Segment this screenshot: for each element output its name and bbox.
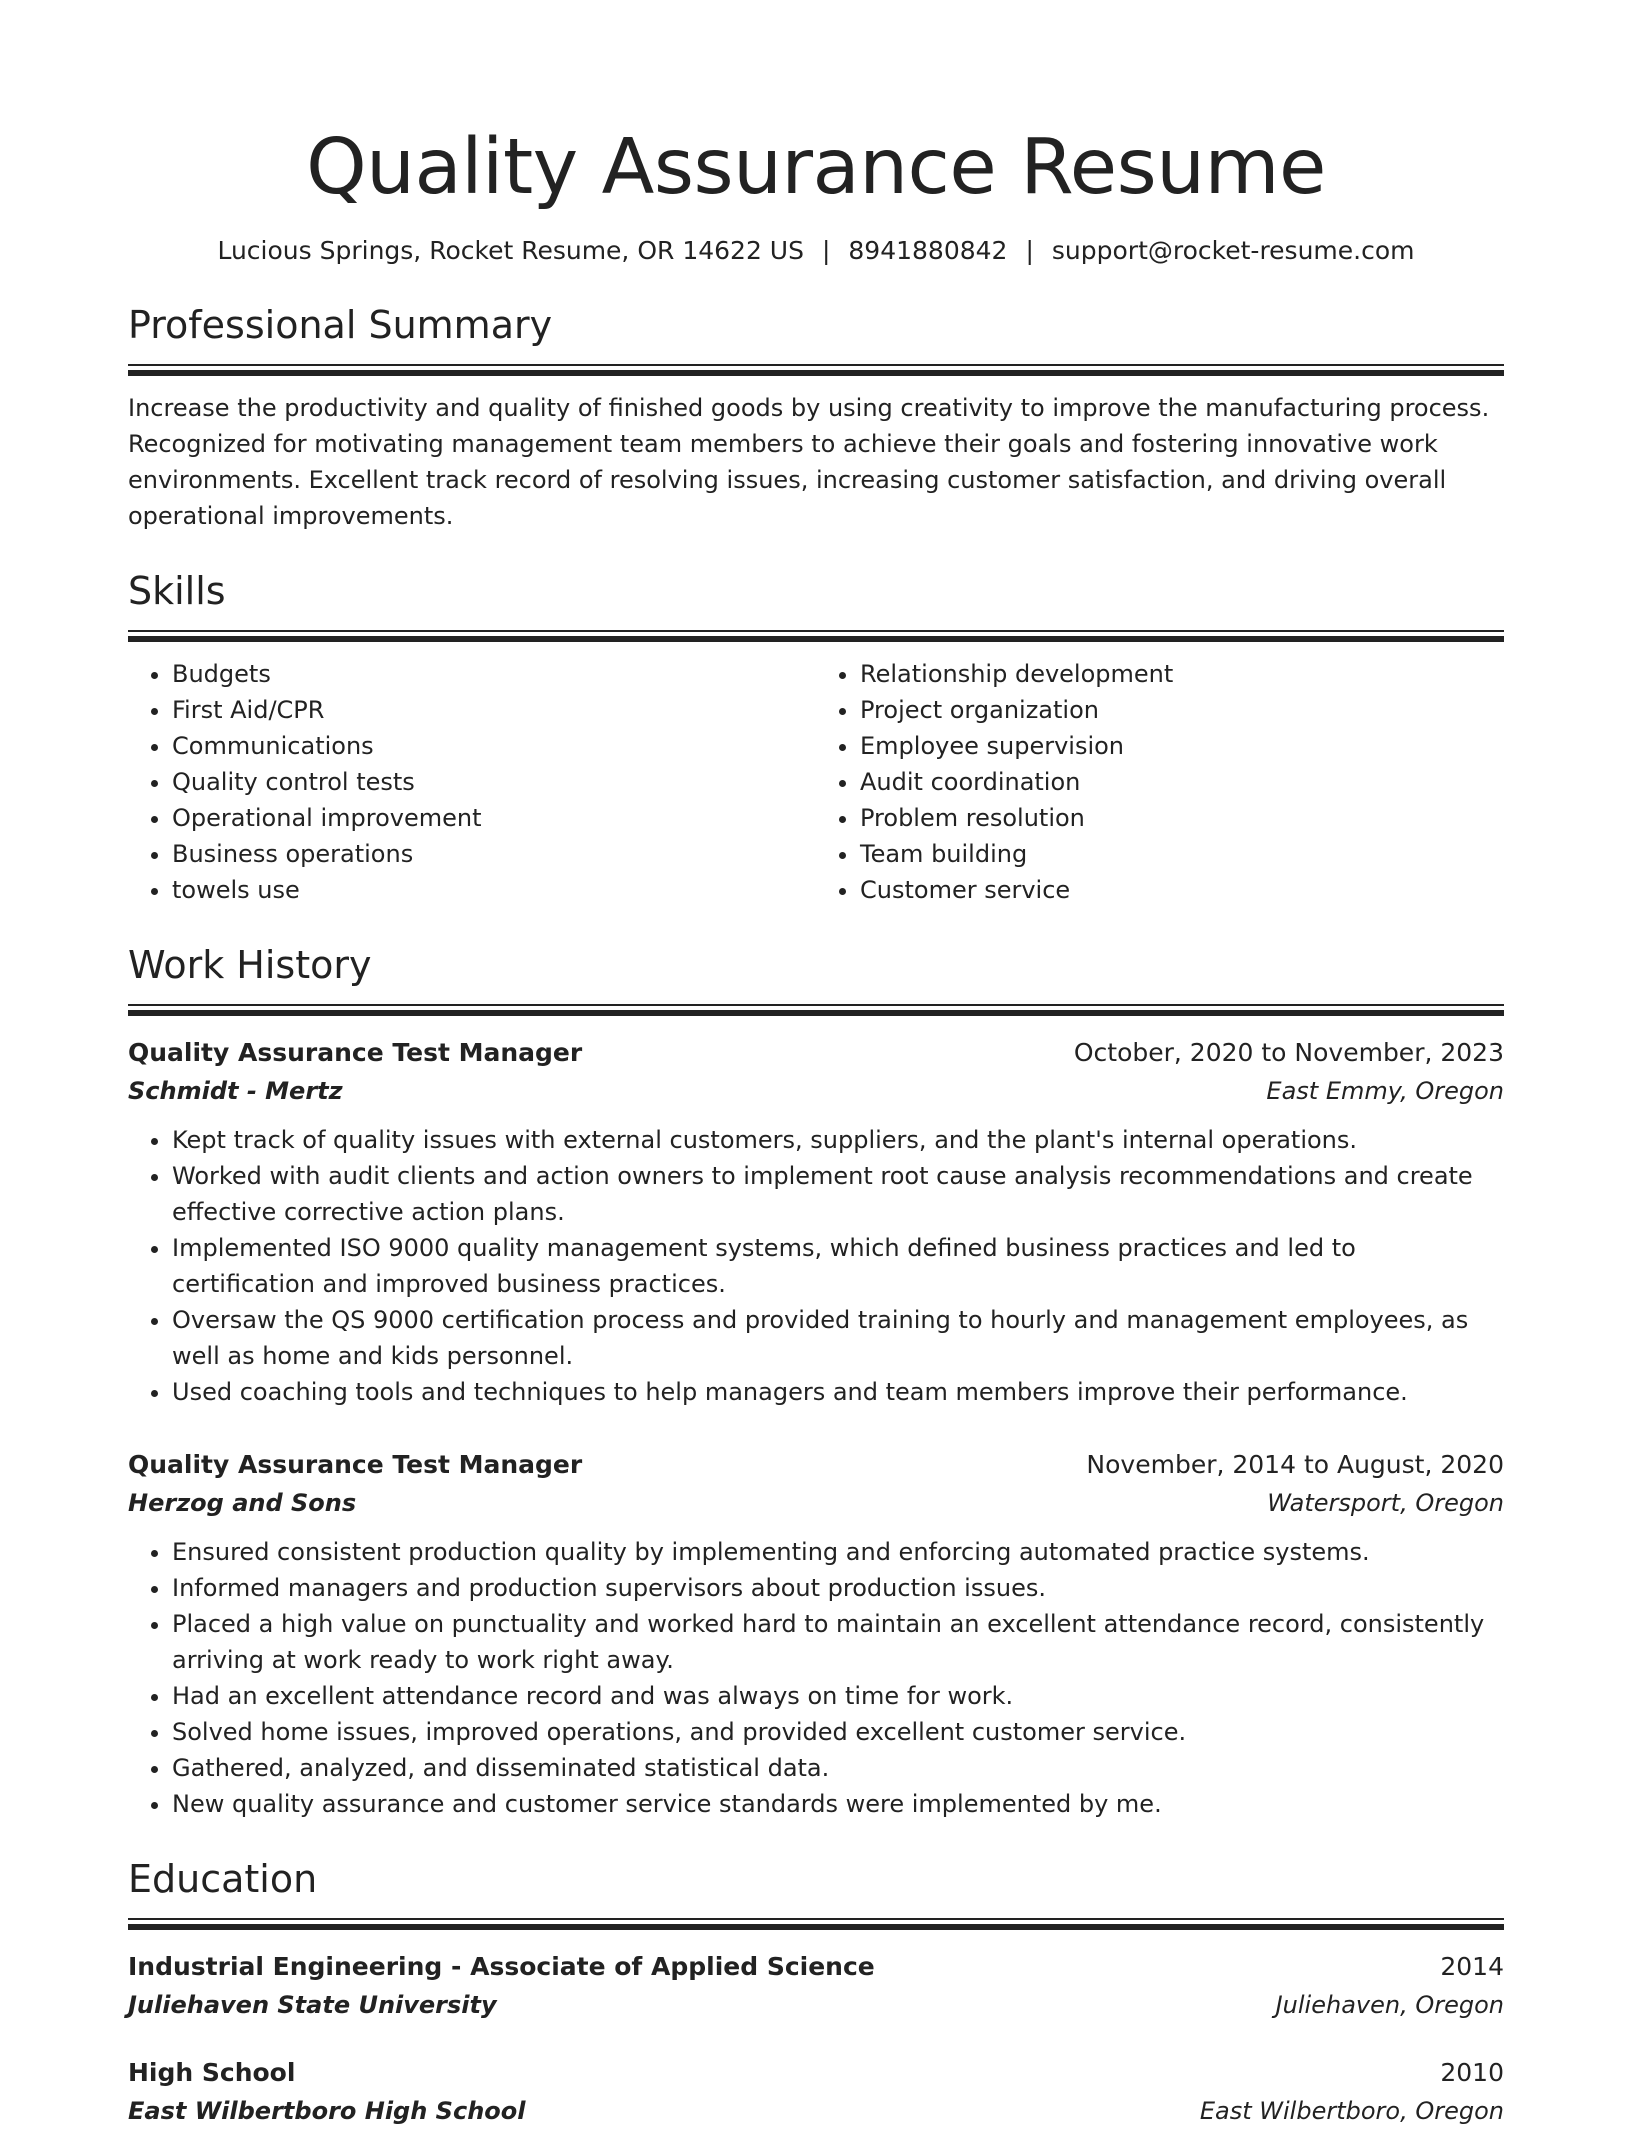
contact-email: support@rocket-resume.com — [1051, 236, 1415, 265]
skill-item: • Business operations — [172, 836, 816, 872]
skills-column-left — [128, 656, 816, 908]
education-year: 2014 — [1440, 1952, 1504, 1981]
education-subheader — [128, 1986, 1504, 2024]
job-title: Quality Assurance Test Manager — [128, 1038, 583, 1067]
education-location: East Wilbertboro, Oregon — [1199, 2097, 1504, 2125]
skill-item: • Employee supervision — [860, 728, 1504, 764]
skill-item: • Audit coordination — [860, 764, 1504, 800]
job-company: Schmidt - Mertz — [128, 1077, 343, 1105]
section-divider — [128, 1004, 1504, 1016]
job-bullet: • Kept track of quality issues with external customers, suppliers, and the plant's internal operations. — [172, 1122, 1504, 1158]
skill-item: • towels use — [172, 872, 816, 908]
job-bullet: • Ensured consistent production quality by implementing and enforcing automated practice systems. — [172, 1534, 1504, 1570]
contact-phone: 8941880842 — [848, 236, 1008, 265]
job-subheader — [128, 1072, 1504, 1110]
job-entry — [128, 1446, 1504, 1822]
skill-item: • Budgets — [172, 656, 816, 692]
skill-item: • Customer service — [860, 872, 1504, 908]
education-header — [128, 2054, 1504, 2092]
job-bullet: • Implemented ISO 9000 quality management systems, which defined business practices and led to certification and improved business practices. — [172, 1230, 1504, 1302]
job-bullet: • Had an excellent attendance record and was always on time for work. — [172, 1678, 1504, 1714]
education-subheader — [128, 2092, 1504, 2130]
skill-item: • First Aid/CPR — [172, 692, 816, 728]
section-heading-work: Work History — [128, 943, 372, 987]
job-bullet: • Used coaching tools and techniques to help managers and team members improve their performance. — [172, 1374, 1504, 1410]
skill-item: • Project organization — [860, 692, 1504, 728]
section-heading-skills: Skills — [128, 569, 226, 613]
job-entry — [128, 1034, 1504, 1410]
education-location: Juliehaven, Oregon — [1275, 1991, 1504, 2019]
job-bullets — [128, 1534, 1504, 1822]
summary-text: Increase the productivity and quality of finished goods by using creativity to improve the manufacturing process. Recognized for motivating management team members to achieve their goals and fostering innovative work environments. Excellent track record of resolving issues, increasing customer satisfaction, and driving overall operational improvements. — [128, 394, 1490, 530]
job-subheader — [128, 1484, 1504, 1522]
job-company: Herzog and Sons — [128, 1489, 357, 1517]
job-dates: November, 2014 to August, 2020 — [1086, 1450, 1504, 1479]
job-bullets — [128, 1122, 1504, 1410]
job-location: Watersport, Oregon — [1267, 1489, 1504, 1517]
job-bullet: • New quality assurance and customer service standards were implemented by me. — [172, 1786, 1504, 1822]
job-location: East Emmy, Oregon — [1266, 1077, 1504, 1105]
resume-title: Quality Assurance Resume — [306, 123, 1326, 212]
skill-item: • Relationship development — [860, 656, 1504, 692]
section-divider — [128, 630, 1504, 642]
job-title: Quality Assurance Test Manager — [128, 1450, 583, 1479]
education-header — [128, 1948, 1504, 1986]
section-divider — [128, 364, 1504, 376]
job-bullet: • Placed a high value on punctuality and worked hard to maintain an excellent attendance record, consistently arriving at work ready to work right away. — [172, 1606, 1504, 1678]
skill-item: • Operational improvement — [172, 800, 816, 836]
education-degree: Industrial Engineering - Associate of Applied Science — [128, 1952, 875, 1981]
education-degree: High School — [128, 2058, 296, 2087]
education-year: 2010 — [1440, 2058, 1504, 2087]
job-bullet: • Gathered, analyzed, and disseminated statistical data. — [172, 1750, 1504, 1786]
education-entry — [128, 1948, 1504, 2024]
section-divider — [128, 1918, 1504, 1930]
job-bullet: • Solved home issues, improved operations, and provided excellent customer service. — [172, 1714, 1504, 1750]
skills-column-right — [816, 656, 1504, 908]
job-dates: October, 2020 to November, 2023 — [1073, 1038, 1504, 1067]
job-bullet: • Informed managers and production supervisors about production issues. — [172, 1570, 1504, 1606]
contact-line — [128, 234, 1504, 268]
resume-page — [128, 0, 1504, 2130]
contact-address: Lucious Springs, Rocket Resume, OR 14622 US — [217, 236, 804, 265]
section-heading-education: Education — [128, 1857, 318, 1901]
contact-separator: | — [1025, 236, 1034, 265]
skill-item: • Communications — [172, 728, 816, 764]
skill-item: • Team building — [860, 836, 1504, 872]
education-entry — [128, 2054, 1504, 2130]
section-heading-summary: Professional Summary — [128, 303, 553, 347]
job-header — [128, 1446, 1504, 1484]
job-bullet: • Worked with audit clients and action owners to implement root cause analysis recommendations and create effective corrective action plans. — [172, 1158, 1504, 1230]
job-header — [128, 1034, 1504, 1072]
skill-item: • Problem resolution — [860, 800, 1504, 836]
contact-separator: | — [821, 236, 831, 265]
education-school: Juliehaven State University — [128, 1991, 497, 2019]
job-bullet: • Oversaw the QS 9000 certification process and provided training to hourly and management employees, as well as home and kids personnel. — [172, 1302, 1504, 1374]
skills-list — [128, 656, 1504, 908]
education-school: East Wilbertboro High School — [128, 2097, 526, 2125]
skill-item: • Quality control tests — [172, 764, 816, 800]
